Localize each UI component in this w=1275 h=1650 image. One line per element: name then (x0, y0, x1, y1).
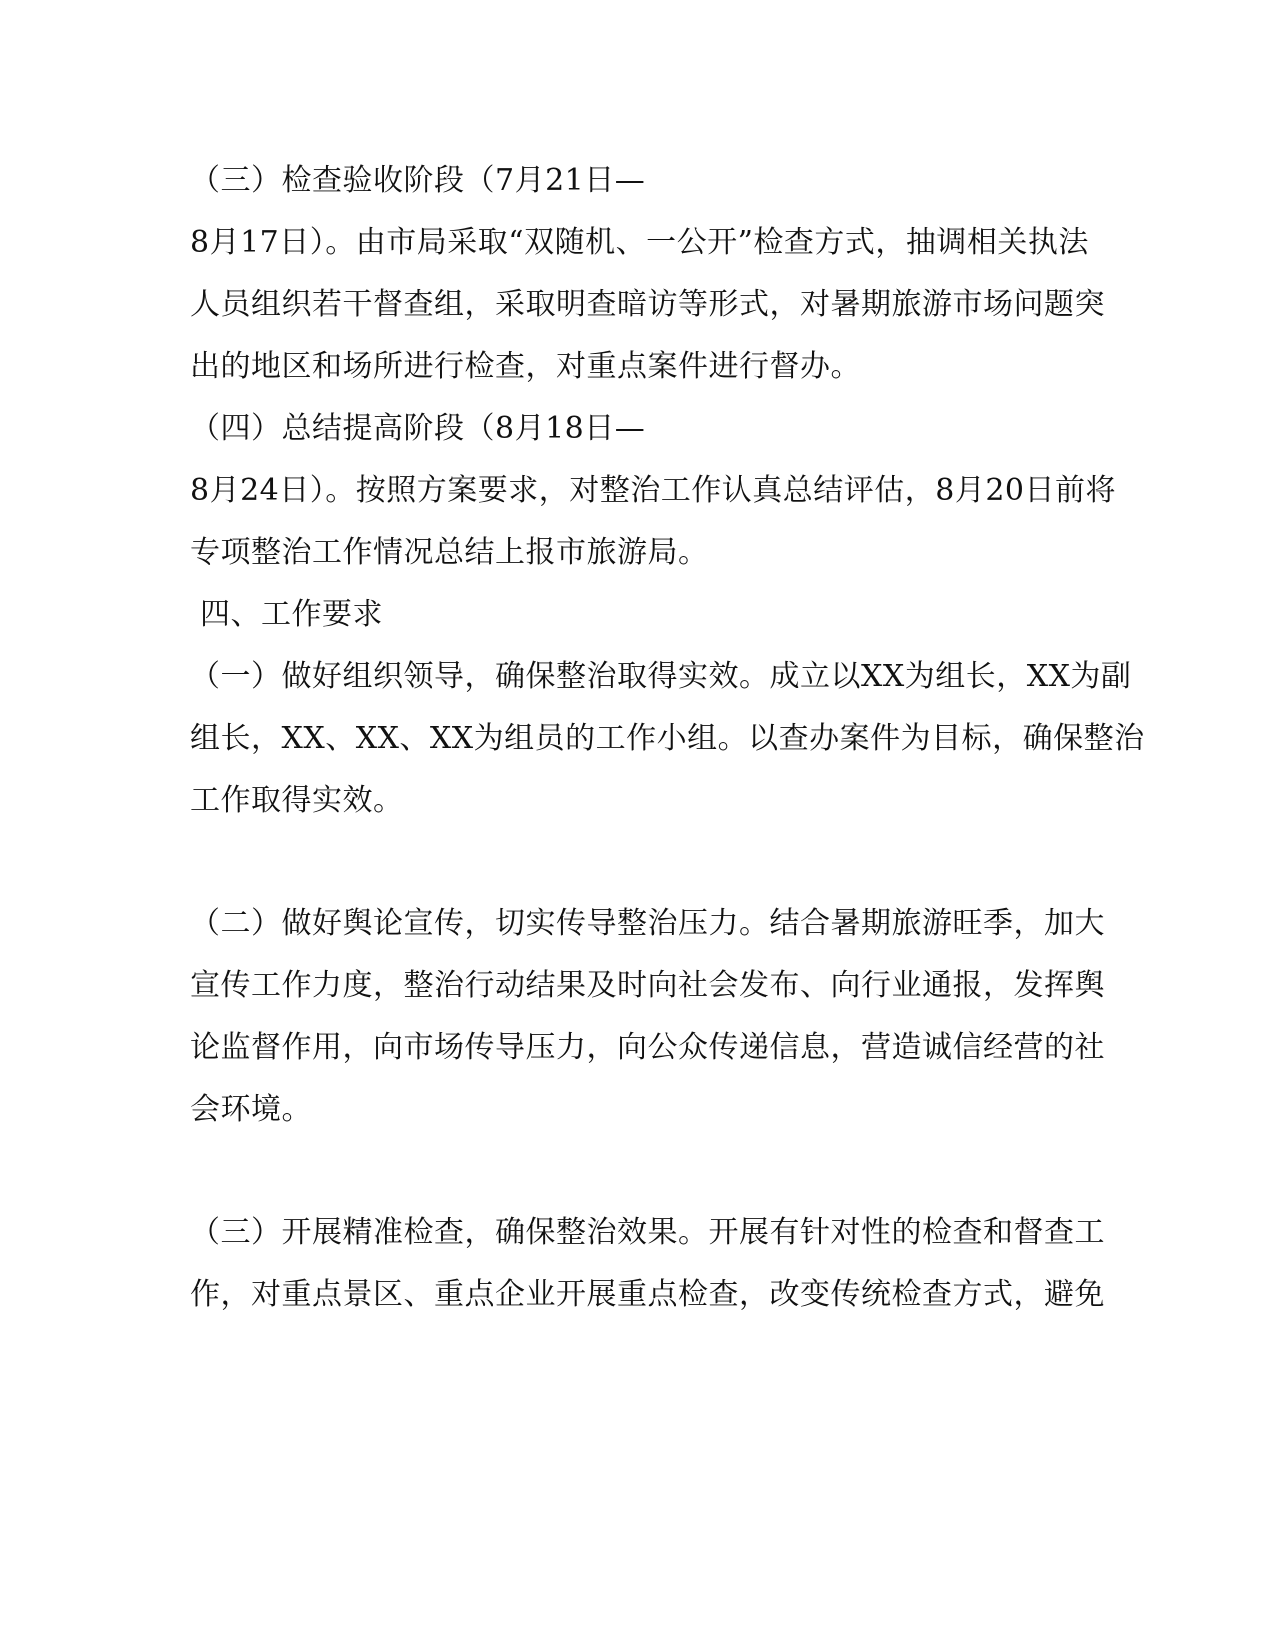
text-line: 作，对重点景区、重点企业开展重点检查，改变传统检查方式，避免 (190, 1277, 1105, 1312)
text-line: 人员组织若干督查组，采取明查暗访等形式，对暑期旅游市场问题突 (190, 287, 1105, 322)
text-line: 宣传工作力度，整治行动结果及时向社会发布、向行业通报，发挥舆 (190, 968, 1105, 1003)
text-line: 出的地区和场所进行检查，对重点案件进行督办。 (190, 349, 861, 384)
text-line: 专项整治工作情况总结上报市旅游局。 (190, 535, 709, 570)
text-line: 会环境。 (190, 1092, 312, 1127)
text-line: 工作取得实效。 (190, 783, 404, 818)
text-line: 论监督作用，向市场传导压力，向公众传递信息，营造诚信经营的社 (190, 1030, 1105, 1065)
text-line: 8月17日）。由市局采取“双随机、一公开”检查方式，抽调相关执法 (190, 225, 1089, 260)
text-line: （一）做好组织领导，确保整治取得实效。成立以XX为组长，XX为副 (190, 659, 1132, 694)
text-line: （四）总结提高阶段（8月18日— (190, 411, 646, 446)
text-line: （三）检查验收阶段（7月21日— (190, 163, 646, 198)
text-line: （二）做好舆论宣传，切实传导整治压力。结合暑期旅游旺季，加大 (190, 906, 1105, 941)
text-line: 8月24日）。按照方案要求，对整治工作认真总结评估，8月20日前将 (190, 473, 1117, 508)
text-line: （三）开展精准检查，确保整治效果。开展有针对性的检查和督查工 (190, 1215, 1105, 1250)
section-heading: 四、工作要求 (200, 597, 383, 632)
text-line: 组长，XX、XX、XX为组员的工作小组。以查办案件为目标，确保整治 (190, 721, 1145, 756)
